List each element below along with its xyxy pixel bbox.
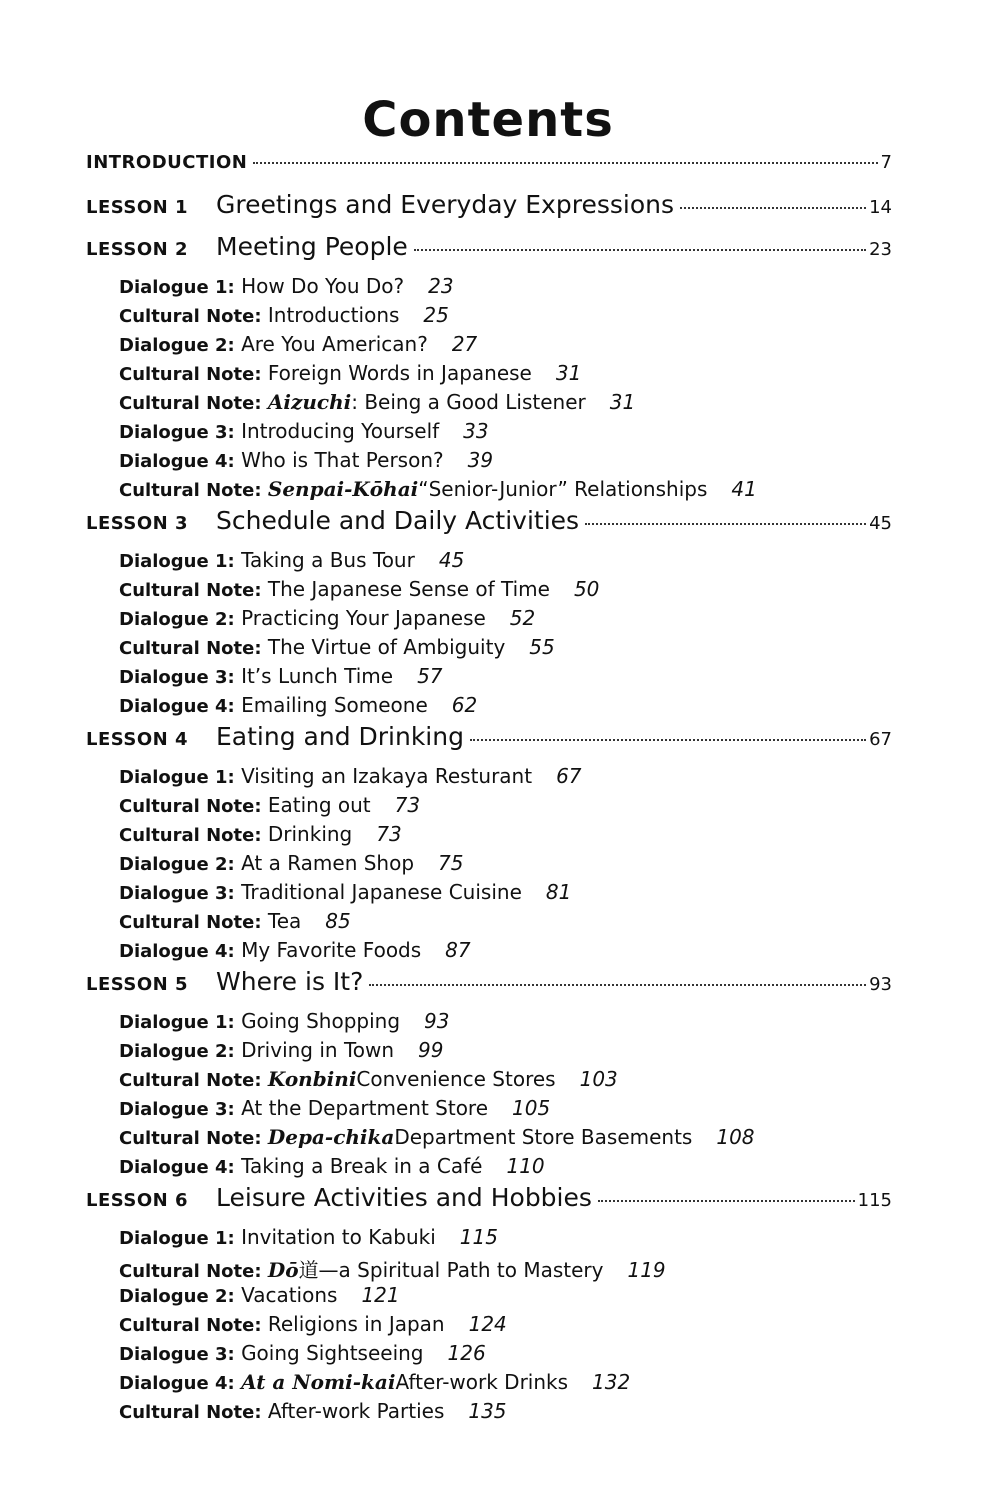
toc-entry[interactable] — [86, 1283, 892, 1312]
toc-entry[interactable] — [86, 1125, 892, 1154]
toc-entry[interactable] — [86, 793, 892, 822]
entry-text: “Senior-Junior” Relationships — [418, 477, 708, 501]
entry-page: 75 — [438, 851, 464, 875]
lesson-title: Eating and Drinking — [216, 722, 464, 751]
entry-text: Traditional Japanese Cuisine — [241, 880, 522, 904]
toc-entry[interactable] — [86, 693, 892, 722]
toc-entry[interactable] — [86, 419, 892, 448]
lesson-title: Schedule and Daily Activities — [216, 506, 580, 535]
entry-kind: Dialogue 3: — [119, 1099, 235, 1120]
lesson-label: LESSON 6 — [86, 1190, 189, 1211]
lesson-page: 45 — [869, 513, 892, 534]
introduction-label: INTRODUCTION — [86, 152, 248, 173]
toc-lesson-row[interactable] — [86, 232, 892, 274]
entry-kind: Dialogue 1: — [119, 277, 235, 298]
lesson-title: Meeting People — [216, 232, 408, 261]
toc-entry[interactable] — [86, 635, 892, 664]
entry-text: Introductions — [267, 303, 400, 327]
toc-entry[interactable] — [86, 1312, 892, 1341]
entry-text: Emailing Someone — [241, 693, 428, 717]
entry-text: Vacations — [241, 1283, 338, 1307]
toc-entry[interactable] — [86, 851, 892, 880]
lesson-page: 115 — [857, 1190, 892, 1211]
entry-text: 道—a Spiritual Path to Mastery — [298, 1258, 604, 1282]
toc-entry[interactable] — [86, 1096, 892, 1125]
toc-entry[interactable] — [86, 448, 892, 477]
entry-kind: Dialogue 1: — [119, 1012, 235, 1033]
entry-kind: Cultural Note: — [119, 1070, 262, 1091]
entry-text: It’s Lunch Time — [241, 664, 394, 688]
entry-page: 108 — [716, 1125, 755, 1149]
entry-page: 55 — [529, 635, 555, 659]
entry-kind: Cultural Note: — [119, 638, 262, 659]
toc-lesson-row[interactable] — [86, 190, 892, 232]
entry-text: Tea — [267, 909, 302, 933]
toc-entry[interactable] — [86, 477, 892, 506]
entry-kind: Dialogue 1: — [119, 1228, 235, 1249]
entry-kind: Cultural Note: — [119, 1261, 262, 1282]
entry-kind: Dialogue 1: — [119, 551, 235, 572]
toc-entry[interactable] — [86, 1154, 892, 1183]
toc-entry[interactable] — [86, 577, 892, 606]
entry-page: 67 — [556, 764, 582, 788]
entry-kind: Dialogue 3: — [119, 422, 235, 443]
entry-text: Visiting an Izakaya Resturant — [241, 764, 533, 788]
toc-entry[interactable] — [86, 1038, 892, 1067]
toc-entry[interactable] — [86, 303, 892, 332]
entry-kind: Dialogue 3: — [119, 667, 235, 688]
introduction-page: 7 — [880, 152, 892, 173]
toc-lesson-row[interactable] — [86, 506, 892, 548]
dot-leader — [680, 207, 866, 209]
entry-page: 33 — [463, 419, 489, 443]
toc-entry[interactable] — [86, 909, 892, 938]
dot-leader — [369, 984, 866, 986]
entry-japanese-term: At a Nomi-kai — [241, 1370, 396, 1394]
toc-entry[interactable] — [86, 1225, 892, 1254]
entry-text: How Do You Do? — [241, 274, 405, 298]
toc-entry[interactable] — [86, 1254, 892, 1283]
lesson-page: 23 — [869, 239, 892, 260]
toc-lesson-row[interactable] — [86, 967, 892, 1009]
entry-text: Foreign Words in Japanese — [267, 361, 532, 385]
toc-entry[interactable] — [86, 664, 892, 693]
entry-kind: Dialogue 4: — [119, 941, 235, 962]
entry-text: Religions in Japan — [267, 1312, 445, 1336]
toc-entry[interactable] — [86, 390, 892, 419]
entry-page: 87 — [445, 938, 471, 962]
entry-page: 105 — [512, 1096, 551, 1120]
entry-page: 124 — [468, 1312, 507, 1336]
entry-page: 126 — [447, 1341, 486, 1365]
entry-page: 50 — [573, 577, 600, 601]
entry-page: 41 — [731, 477, 757, 501]
entry-text: Eating out — [267, 793, 371, 817]
entry-page: 45 — [438, 548, 465, 572]
entry-japanese-term: Aizuchi — [267, 390, 352, 414]
entry-kind: Cultural Note: — [119, 1128, 262, 1149]
entry-kind: Dialogue 4: — [119, 696, 235, 717]
entry-page: 27 — [451, 332, 478, 356]
entry-page: 25 — [423, 303, 449, 327]
entry-kind: Cultural Note: — [119, 393, 262, 414]
entry-page: 73 — [394, 793, 421, 817]
entry-kind: Cultural Note: — [119, 1315, 262, 1336]
toc-entry[interactable] — [86, 606, 892, 635]
entry-page: 93 — [424, 1009, 450, 1033]
entry-page: 73 — [376, 822, 402, 846]
entry-page: 31 — [609, 390, 636, 414]
entry-page: 39 — [467, 448, 494, 472]
toc-entry[interactable] — [86, 1067, 892, 1096]
entry-page: 121 — [361, 1283, 400, 1307]
dot-leader — [598, 1200, 855, 1202]
lesson-title: Leisure Activities and Hobbies — [216, 1183, 592, 1212]
table-of-contents — [86, 152, 892, 1428]
entry-kind: Dialogue 3: — [119, 883, 235, 904]
toc-entry[interactable] — [86, 332, 892, 361]
lesson-label: LESSON 1 — [86, 197, 189, 218]
lesson-page: 93 — [869, 974, 892, 995]
entry-text: After-work Parties — [267, 1399, 445, 1423]
entry-text: Practicing Your Japanese — [241, 606, 486, 630]
lesson-label: LESSON 4 — [86, 729, 189, 750]
entry-text: Convenience Stores — [356, 1067, 556, 1091]
entry-text: Taking a Break in a Café — [241, 1154, 483, 1178]
lesson-label: LESSON 5 — [86, 974, 189, 995]
lesson-title: Greetings and Everyday Expressions — [216, 190, 674, 219]
toc-entry[interactable] — [86, 1399, 892, 1428]
entry-text: : Being a Good Listener — [351, 390, 586, 414]
entry-kind: Dialogue 4: — [119, 451, 235, 472]
toc-entry[interactable] — [86, 764, 892, 793]
entry-page: 57 — [417, 664, 443, 688]
entry-kind: Cultural Note: — [119, 364, 262, 385]
entry-page: 119 — [627, 1258, 666, 1282]
entry-text: Invitation to Kabuki — [241, 1225, 436, 1249]
toc-entry[interactable] — [86, 938, 892, 967]
entry-text: Drinking — [267, 822, 353, 846]
entry-text: My Favorite Foods — [241, 938, 422, 962]
entry-kind: Dialogue 2: — [119, 1041, 235, 1062]
entry-text: Going Shopping — [241, 1009, 401, 1033]
entry-text: Are You American? — [241, 332, 428, 356]
entry-page: 85 — [325, 909, 351, 933]
entry-kind: Dialogue 3: — [119, 1344, 235, 1365]
entry-kind: Dialogue 2: — [119, 854, 235, 875]
entry-kind: Cultural Note: — [119, 912, 262, 933]
lesson-page: 14 — [869, 197, 892, 218]
entry-text: Driving in Town — [241, 1038, 395, 1062]
entry-japanese-term: Konbini — [267, 1067, 357, 1091]
entry-page: 99 — [418, 1038, 444, 1062]
entry-text: Going Sightseeing — [241, 1341, 424, 1365]
entry-kind: Dialogue 2: — [119, 609, 235, 630]
entry-page: 132 — [592, 1370, 631, 1394]
dot-leader — [253, 162, 877, 164]
entry-kind: Cultural Note: — [119, 480, 262, 501]
entry-text: Taking a Bus Tour — [241, 548, 415, 572]
entry-page: 62 — [451, 693, 478, 717]
entry-page: 81 — [545, 880, 572, 904]
toc-entry[interactable] — [86, 822, 892, 851]
entry-page: 23 — [428, 274, 454, 298]
entry-text: Who is That Person? — [241, 448, 444, 472]
entry-japanese-term: Depa-chika — [267, 1125, 395, 1149]
entry-text: The Japanese Sense of Time — [267, 577, 550, 601]
entry-kind: Cultural Note: — [119, 580, 262, 601]
lesson-title: Where is It? — [216, 967, 364, 996]
entry-kind: Cultural Note: — [119, 796, 262, 817]
page-title: Contents — [362, 92, 614, 148]
entry-kind: Dialogue 4: — [119, 1373, 235, 1394]
entry-page: 52 — [509, 606, 536, 630]
entry-kind: Cultural Note: — [119, 825, 262, 846]
toc-entry[interactable] — [86, 274, 892, 303]
entry-japanese-term: Senpai-Kōhai — [267, 477, 419, 501]
entry-kind: Dialogue 4: — [119, 1157, 235, 1178]
lesson-list — [86, 190, 892, 1428]
toc-lesson-row[interactable] — [86, 1183, 892, 1225]
dot-leader — [414, 249, 866, 251]
entry-kind: Dialogue 1: — [119, 767, 235, 788]
entry-text: Introducing Yourself — [241, 419, 440, 443]
toc-entry[interactable] — [86, 1370, 892, 1399]
entry-text: At the Department Store — [241, 1096, 489, 1120]
toc-entry[interactable] — [86, 1009, 892, 1038]
entry-page: 135 — [468, 1399, 507, 1423]
entry-japanese-term: Dō — [267, 1258, 299, 1282]
lesson-page: 67 — [869, 729, 892, 750]
lesson-label: LESSON 3 — [86, 513, 189, 534]
toc-entry[interactable] — [86, 880, 892, 909]
toc-introduction-row[interactable] — [86, 152, 892, 190]
entry-text: After-work Drinks — [395, 1370, 569, 1394]
entry-kind: Cultural Note: — [119, 306, 262, 327]
entry-kind: Dialogue 2: — [119, 1286, 235, 1307]
entry-text: Department Store Basements — [394, 1125, 693, 1149]
toc-entry[interactable] — [86, 548, 892, 577]
entry-page: 115 — [459, 1225, 498, 1249]
dot-leader — [585, 523, 866, 525]
entry-page: 103 — [579, 1067, 618, 1091]
entry-page: 110 — [506, 1154, 545, 1178]
entry-text: The Virtue of Ambiguity — [267, 635, 506, 659]
toc-lesson-row[interactable] — [86, 722, 892, 764]
toc-entry[interactable] — [86, 1341, 892, 1370]
entry-text: At a Ramen Shop — [241, 851, 415, 875]
entry-kind: Dialogue 2: — [119, 335, 235, 356]
lesson-label: LESSON 2 — [86, 239, 189, 260]
toc-entry[interactable] — [86, 361, 892, 390]
entry-page: 31 — [555, 361, 582, 385]
dot-leader — [470, 739, 866, 741]
entry-kind: Cultural Note: — [119, 1402, 262, 1423]
